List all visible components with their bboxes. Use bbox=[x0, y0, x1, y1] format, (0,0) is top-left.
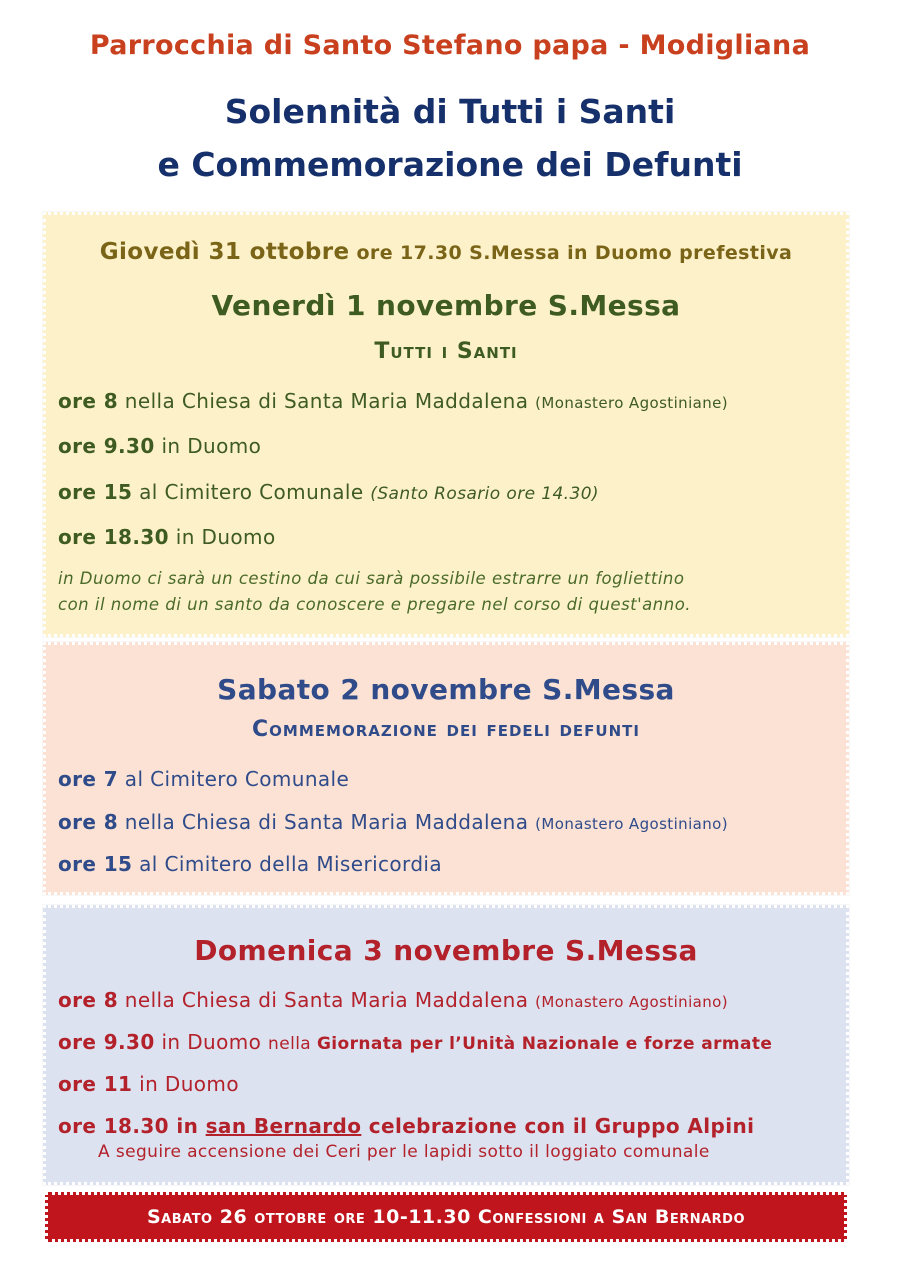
thursday-day: Giovedì 31 ottobre bbox=[99, 239, 350, 265]
san-bernardo-place: san Bernardo bbox=[205, 1114, 362, 1138]
mass-line bbox=[58, 767, 349, 791]
sunday-heading: Domenica 3 novembre S.Messa bbox=[194, 934, 698, 967]
mass-line bbox=[58, 1030, 772, 1054]
mass-note: (Santo Rosario ore 14.30) bbox=[370, 484, 599, 504]
friday-subtitle: Tutti i Santi bbox=[374, 339, 518, 364]
mass-line bbox=[58, 852, 442, 876]
mass-time: ore 8 bbox=[58, 810, 119, 834]
mass-place: in Duomo bbox=[154, 434, 262, 458]
mass-note: (Monastero Agostiniane) bbox=[535, 394, 729, 412]
sunday-section bbox=[43, 905, 849, 1185]
candles-followup: A seguire accensione dei Ceri per le lapidi sotto il loggiato comunale bbox=[98, 1142, 710, 1162]
mass-note: (Monastero Agostiniano) bbox=[535, 815, 728, 833]
main-title-line1: Solennità di Tutti i Santi bbox=[224, 92, 676, 131]
thursday-desc: S.Messa in Duomo prefestiva bbox=[469, 242, 793, 264]
commemoration-section bbox=[43, 642, 849, 895]
national-unity-day: Giornata per l’Unità Nazionale e forze armate bbox=[316, 1034, 773, 1054]
basket-note-line1: in Duomo ci sarà un cestino da cui sarà possibile estrarre un fogliettino bbox=[58, 569, 685, 588]
mass-time: ore 15 bbox=[58, 480, 133, 504]
mass-line bbox=[58, 389, 728, 413]
mass-connector: nella bbox=[268, 1034, 317, 1054]
mass-place: nella Chiesa di Santa Maria Maddalena bbox=[118, 810, 536, 834]
mass-place: al Cimitero Comunale bbox=[132, 480, 371, 504]
main-title-line2: e Commemorazione dei Defunti bbox=[157, 145, 743, 184]
mass-time: ore 15 bbox=[58, 852, 133, 876]
mass-time: ore 11 bbox=[58, 1072, 133, 1096]
mass-time: ore 8 bbox=[58, 988, 119, 1012]
thursday-mass-line bbox=[46, 239, 846, 265]
all-saints-section bbox=[43, 212, 849, 637]
mass-line bbox=[58, 810, 728, 834]
parish-name: Parrocchia di Santo Stefano papa - Modigliana bbox=[89, 30, 811, 61]
mass-place: nella Chiesa di Santa Maria Maddalena bbox=[118, 988, 536, 1012]
mass-line bbox=[58, 480, 599, 504]
saturday-heading: Sabato 2 novembre S.Messa bbox=[217, 673, 675, 706]
mass-line bbox=[58, 525, 276, 549]
mass-place: in Duomo bbox=[169, 525, 276, 549]
mass-time: ore 8 bbox=[58, 389, 119, 413]
saturday-subtitle: Commemorazione dei fedeli defunti bbox=[252, 717, 640, 742]
mass-place: in Duomo bbox=[154, 1030, 269, 1054]
mass-place: al Cimitero Comunale bbox=[118, 767, 350, 791]
mass-note: (Monastero Agostiniano) bbox=[535, 993, 728, 1011]
basket-note-line2: con il nome di un santo da conoscere e pregare nel corso di quest'anno. bbox=[58, 595, 692, 614]
confessions-banner: Sabato 26 ottobre ore 10-11.30 Confessioni a San Bernardo bbox=[45, 1192, 847, 1242]
mass-place: al Cimitero della Misericordia bbox=[132, 852, 443, 876]
mass-line bbox=[58, 434, 261, 458]
mass-line bbox=[58, 988, 728, 1012]
mass-line bbox=[58, 1072, 239, 1096]
mass-time: ore 18.30 bbox=[58, 525, 169, 549]
mass-time: ore 9.30 bbox=[58, 1030, 155, 1054]
mass-time: ore 9.30 bbox=[58, 434, 155, 458]
alpini-mass-line bbox=[58, 1114, 754, 1138]
alpini-prefix: ore 18.30 in bbox=[58, 1114, 206, 1138]
mass-place: in Duomo bbox=[132, 1072, 239, 1096]
thursday-time: ore 17.30 bbox=[349, 242, 470, 264]
friday-heading: Venerdì 1 novembre S.Messa bbox=[211, 289, 681, 322]
alpini-suffix: celebrazione con il Gruppo Alpini bbox=[361, 1114, 755, 1138]
mass-time: ore 7 bbox=[58, 767, 119, 791]
mass-place: nella Chiesa di Santa Maria Maddalena bbox=[118, 389, 536, 413]
